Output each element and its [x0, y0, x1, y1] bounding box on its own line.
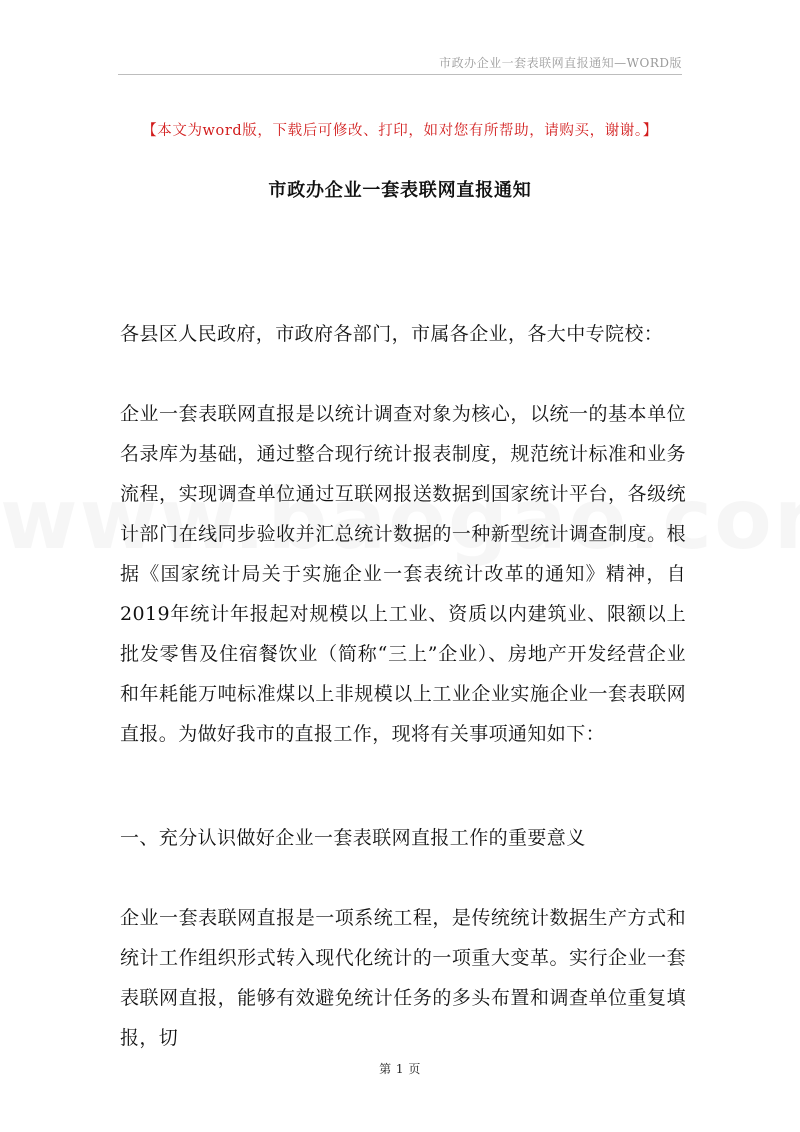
- document-title: 市政办企业一套表联网直报通知: [268, 180, 532, 201]
- purchase-notice: 【本文为word版，下载后可修改、打印，如对您有所帮助，请购买，谢谢。】: [142, 123, 658, 139]
- body-paragraph-1: 企业一套表联网直报是以统计调查对象为核心，以统一的基本单位名录库为基础，通过整合现行统计报表制度，规范统计标准和业务流程，实现调查单位通过互联网报送数据到国家统计平台，各级统计部门在线同步验收并汇总统计数据的一种新型统计调查制度。根据《国家统计局关于实施企业一套表统计改革的通知》精神，自2019年统计年报起对规模以上工业、资质以内建筑业、限额以上批发零售及住宿餐饮业（简称“三上”企业）、房地产开发经营企业和年耗能万吨标准煤以上非规模以上工业企业实施企业一套表联网直报。为做好我市的直报工作，现将有关事项通知如下：: [120, 403, 686, 745]
- page-header: 市政办企业一套表联网直报通知—WORD版: [439, 56, 682, 70]
- page-number: 第 1 页: [379, 1062, 421, 1076]
- salutation: 各县区人民政府，市政府各部门，市属各企业，各大中专院校：: [120, 323, 664, 345]
- section-heading-1: 一、充分认识做好企业一套表联网直报工作的重要意义: [120, 827, 586, 849]
- header-divider: [118, 74, 682, 75]
- body-paragraph-2: 企业一套表联网直报是一项系统工程，是传统统计数据生产方式和统计工作组织形式转入现代化统计的一项重大变革。实行企业一套表联网直报，能够有效避免统计任务的多头布置和调查单位重复填报，切: [120, 907, 686, 1049]
